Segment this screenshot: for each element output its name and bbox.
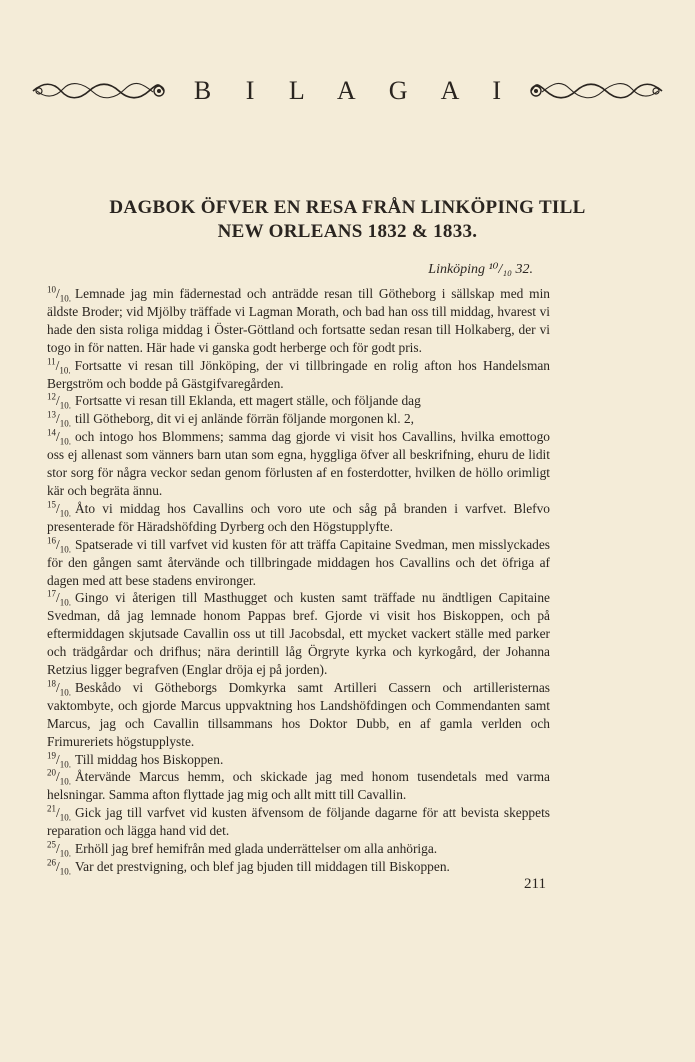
diary-entry [47, 392, 550, 410]
entry-text: Gingo vi återigen till Masthugget och kusten samt träffade nu ändtligen Capitaine Svedman, då jag lemnade honom Pappas bref. Gjorde vi visit hos Biskoppen, och på eftermiddagen skjutsade Cavallin oss ut till Jacobsdal, ett mycket vackert ställe med parker och trädgårdar och drifhus; nära derintill låg Örgryte kyrka och kyrkogård, der Johanna Retzius ligger begrafven (Englar dröja ej på jorden). [47, 590, 550, 678]
diary-entry [47, 285, 550, 357]
entry-date: $^{18}/_{10.}$ [47, 678, 71, 698]
entry-date: $^{25}/_{10.}$ [47, 839, 71, 859]
entry-text: Beskådo vi Götheborgs Domkyrka samt Artilleri Cassern och artilleristernas vaktombyte, och gjorde Marcus uppvaktning hos Landshöfdingen och Commendanten samt Marcus, jag och Cavallin tillsammans hos Doktor Dubb, en af gamla verlden och Frimureriets högstupplyste. [47, 679, 550, 749]
entry-text: och intogo hos Blommens; samma dag gjorde vi visit hos Cavallins, hvilka emottogo oss ej allenast som vänners barn utan som egna, hyggliga öfver all beskrifning, ehuru de lidit stor sorg för några veckor sedan genom förlusten af en fosterdotter, hvilken de höllo orimligt kär och begräta ännu. [47, 429, 550, 498]
entry-date: $^{16}/_{10.}$ [47, 535, 71, 555]
diary-entry [47, 679, 550, 751]
entry-date: $^{21}/_{10.}$ [47, 803, 71, 823]
diary-entry [47, 500, 550, 536]
diary-entry [47, 804, 550, 840]
right-ornament-icon [529, 80, 664, 102]
entry-date: $^{26}/_{10.}$ [47, 857, 71, 877]
place-date: Linköping ¹⁰/₁₀ 32. [428, 262, 533, 277]
entry-text: Fortsatte vi resan till Jönköping, der vi tillbringade en rolig afton hos Handelsman Bergström och bodde på Gästgifvaregården. [47, 357, 550, 391]
entry-date: $^{11}/_{10.}$ [47, 356, 71, 376]
running-head [0, 76, 695, 106]
page-number: 211 [524, 876, 546, 892]
diary-entries [47, 285, 550, 876]
entry-text: Återvände Marcus hemm, och skickade jag med honom tusendetals med varma helsningar. Samma afton flyttade jag mig och allt mitt till Cavallin. [47, 769, 550, 803]
entry-text: Till middag hos Biskoppen. [74, 751, 224, 767]
entry-date: $^{14}/_{10.}$ [47, 427, 71, 447]
entry-text: Lemnade jag min fädernestad och anträdde resan till Götheborg i sällskap med min äldste Broder; vid Mjölby träffade vi Lagman Morath, och bad han oss till middag, hvarest vi hade den sista roliga middag i Öster-Göttland och fortsatte sedan resan till Holkaberg, der vi togo in för natten. Här hade vi ganska godt herberge och för godt pris. [47, 286, 550, 355]
entry-text: till Götheborg, dit vi ej anlände förrän följande morgonen kl. 2, [74, 411, 415, 427]
entry-date: $^{10}/_{10.}$ [47, 284, 71, 304]
diary-entry [47, 536, 550, 590]
entry-text: Spatserade vi till varfvet vid kusten för att träffa Capitaine Svedman, men misslyckades för den gången samt återvände och tillbringade middagen hos Cavallins och det öfriga af dagen med att bese stadens environger. [47, 536, 550, 588]
diary-entry [47, 357, 550, 393]
diary-entry [47, 589, 550, 679]
entry-text: Fortsatte vi resan till Eklanda, ett magert ställe, och följande dag [74, 393, 421, 409]
entry-date: $^{20}/_{10.}$ [47, 768, 71, 788]
document-title [40, 196, 655, 244]
entry-text: Erhöll jag bref hemifrån med glada underrättelser om alla anhöriga. [74, 841, 438, 857]
entry-text: Var det prestvigning, och blef jag bjuden till middagen till Biskoppen. [74, 859, 450, 874]
title-line-2: NEW ORLEANS 1832 & 1833. [217, 221, 478, 242]
diary-entry [47, 410, 550, 428]
entry-date: $^{17}/_{10.}$ [47, 588, 71, 609]
left-ornament-icon [31, 80, 166, 102]
diary-entry [47, 768, 550, 804]
diary-entry [47, 428, 550, 500]
entry-text: Gick jag till varfvet vid kusten äfvensom de följande dagarne för att bevista skeppets reparation och lägga hand vid det. [47, 805, 550, 839]
entry-date: $^{19}/_{10.}$ [47, 750, 71, 770]
entry-date: $^{15}/_{10.}$ [47, 499, 71, 519]
running-head-title: B I L A G A I [193, 76, 516, 105]
diary-entry [47, 840, 550, 858]
entry-date: $^{12}/_{10.}$ [47, 391, 71, 412]
diary-entry [47, 751, 550, 769]
title-line-1: DAGBOK ÖFVER EN RESA FRÅN LINKÖPING TILL [109, 197, 586, 218]
entry-date: $^{13}/_{10.}$ [47, 409, 71, 430]
diary-entry [47, 858, 550, 876]
entry-text: Åto vi middag hos Cavallins och voro ute och såg på branden i varfvet. Blefvo presenterade för Häradshöfding Dyrberg och den Högstupplyfte. [47, 500, 550, 534]
